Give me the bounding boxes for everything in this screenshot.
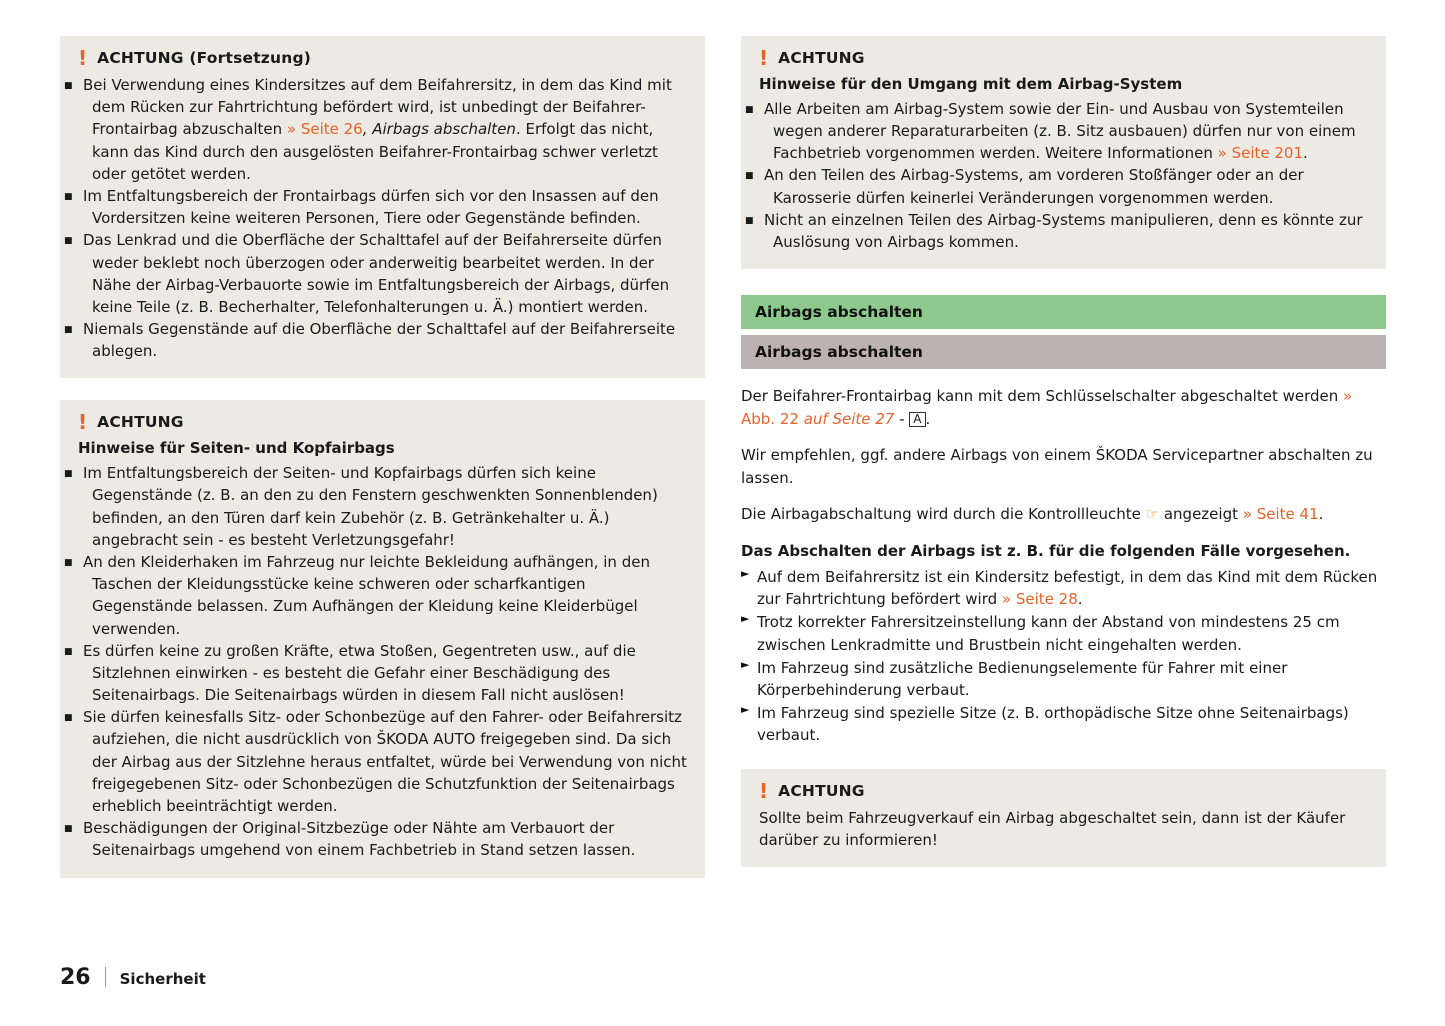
- list-item: [741, 657, 1386, 701]
- triangle-bullet-icon: ►: [741, 703, 750, 717]
- warning-bullet-text: Nicht an einzelnen Teilen des Airbag-Systems manipulieren, denn es könnte zur Auslösung von Airbags kommen.: [764, 210, 1363, 251]
- paragraph-indicator-lamp: [741, 503, 1386, 526]
- warning-bullet-text: Im Entfaltungsbereich der Seiten- und Kopfairbags dürfen sich keine Gegenstände (z. B. an den zu den Fenstern geschwenkten Sonnenblenden) befinden, an den Türen darf kein Zubehör (z. B. Getränkehalter u. Ä.) angebracht sein - es besteht Verletzungsgefahr!: [83, 464, 658, 549]
- warning-bullet-tail: . Erfolgt das nicht, kann das Kind durch den ausgelösten Beifahrer-Frontairbag schwer verletzt oder getötet werden.: [92, 120, 658, 183]
- warning-bullet-text: Es dürfen keine zu großen Kräfte, etwa Stoßen, Gegentreten usw., auf die Sitzlehnen einwirken - es besteht die Gefahr einer Beschädigung des Seitenairbags. Die Seitenairbags würden in diesem Fall nicht auslösen!: [83, 641, 636, 705]
- left-column: [60, 36, 705, 900]
- paragraph-mid: angezeigt: [1159, 505, 1243, 524]
- warning-bullet: ■ Niemals Gegenstände auf die Oberfläche der Schalttafel auf der Beifahrerseite ablegen.: [64, 320, 676, 361]
- warning-box-header: [78, 410, 687, 435]
- warning-bullet-text: Im Entfaltungsbereich der Frontairbags dürfen sich vor den Insassen auf den Vordersitzen keine weiteren Personen, Tiere oder Gegenstände befinden.: [83, 186, 659, 228]
- deactivation-cases-list: [741, 566, 1386, 747]
- list-item-text: Trotz korrekter Fahrersitzeinstellung kann der Abstand von mindestens 25 cm zwischen Lenkradmitte und Brustbein nicht eingehalten werden.: [757, 613, 1340, 654]
- warning-bullet: ■ Beschädigungen der Original-Sitzbezüge oder Nähte am Verbauort der Seitenairbags umgehend von einem Fachbetrieb in Stand setzen lassen.: [64, 819, 636, 860]
- triangle-bullet-icon: ►: [741, 567, 750, 581]
- warning-bullet: ■ An den Kleiderhaken im Fahrzeug nur leichte Bekleidung aufhängen, in den Taschen der Kleidungsstücke keine schweren oder scharfkantigen Gegenstände belassen. Zum Aufhängen der Kleidung keine Kleiderbügel verwenden.: [64, 552, 650, 638]
- list-item: [741, 611, 1386, 655]
- subsection-heading-grey: Airbags abschalten: [741, 335, 1386, 369]
- reference-title: , Airbags abschalten: [362, 120, 516, 139]
- paragraph-tail: .: [1318, 505, 1324, 524]
- triangle-bullet-icon: ►: [741, 657, 750, 671]
- list-item-text: Auf dem Beifahrersitz ist ein Kindersitz befestigt, in dem das Kind mit dem Rücken zur Fahrtrichtung befördert wird: [757, 568, 1378, 609]
- triangle-bullet-icon: ►: [741, 612, 750, 626]
- page-footer: [60, 964, 206, 990]
- warning-bullet-tail: .: [1303, 144, 1308, 163]
- warning-bullet-text: An den Teilen des Airbag-Systems, am vorderen Stoßfänger oder an der Karosserie dürfen keinerlei Veränderungen vorgenommen werden.: [764, 166, 1304, 207]
- warning-title: ACHTUNG: [778, 781, 865, 800]
- list-item-text: Im Fahrzeug sind spezielle Sitze (z. B. orthopädische Sitze ohne Seitenairbags) verbaut.: [757, 704, 1349, 745]
- warning-bullet-text: An den Kleiderhaken im Fahrzeug nur leichte Bekleidung aufhängen, in den Taschen der Kleidungsstücke keine schweren oder scharfkantigen Gegenstände belassen. Zum Aufhängen der Kleidung keine Kleiderbügel verwenden.: [83, 552, 650, 638]
- warning-exclamation-icon: !: [78, 410, 88, 435]
- page-number: 26: [60, 965, 91, 990]
- dash: -: [894, 409, 910, 428]
- paragraph-deactivation-intro: [741, 385, 1386, 430]
- page-reference-link[interactable]: » Seite 26: [286, 120, 363, 139]
- warning-bullet-text: Niemals Gegenstände auf die Oberfläche der Schalttafel auf der Beifahrerseite ablegen.: [83, 320, 676, 361]
- warning-box-side-head-airbags: [60, 400, 705, 877]
- two-column-layout: [60, 36, 1385, 900]
- warning-bullet: ■ Alle Arbeiten am Airbag-System sowie der Ein- und Ausbau von Systemteilen wegen anderer Reparaturarbeiten (z. B. Sitz ausbauen) dürfen nur von einem Fachbetrieb vorgenommen werden. Weitere Informationen » Seite 201.: [745, 99, 1356, 163]
- warning-title: ACHTUNG: [778, 49, 865, 67]
- warning-bullet-text: Sie dürfen keinesfalls Sitz- oder Schonbezüge auf den Fahrer- oder Beifahrersitz aufziehen, die nicht ausdrücklich von ŠKODA AUTO freigegeben sind. Da sich der Airbag aus der Sitzlehne heraus entfaltet, würde bei Verwendung von nicht freigegebenen Sitz- oder Schonbezügen die Schutzfunktion der Seitenairbags erheblich beeinträchtigt werden.: [83, 708, 687, 815]
- page-reference-link[interactable]: » Seite 28: [1001, 590, 1078, 609]
- warning-box-header: [78, 48, 687, 68]
- warning-bullet-text: Alle Arbeiten am Airbag-System sowie der Ein- und Ausbau von Systemteilen wegen anderer Reparaturarbeiten (z. B. Sitz ausbauen) dürfen nur von einem Fachbetrieb vorgenommen werden. Weitere Informationen: [764, 99, 1356, 163]
- paragraph-text: Die Airbagabschaltung wird durch die Kontrollleuchte: [741, 505, 1146, 524]
- list-item: [741, 702, 1386, 746]
- section-heading-green: Airbags abschalten: [741, 295, 1386, 329]
- warning-bullet: ■ Das Lenkrad und die Oberfläche der Schalttafel auf der Beifahrerseite dürfen weder beklebt noch überzogen oder anderweitig bearbeitet werden. In der Nähe der Airbag-Verbauorte sowie im Entfaltungsbereich der Airbags, dürfen keine Teile (z. B. Becherhalter, Telefonhalterungen u. Ä.) montiert werden.: [64, 231, 670, 316]
- paragraph-service-partner: Wir empfehlen, ggf. andere Airbags von einem ŠKODA Servicepartner abschalten zu lassen.: [741, 446, 1373, 487]
- warning-bullet: ■ An den Teilen des Airbag-Systems, am vorderen Stoßfänger oder an der Karosserie dürfen keinerlei Veränderungen vorgenommen werden.: [745, 166, 1304, 207]
- warning-bullet: ■ Nicht an einzelnen Teilen des Airbag-Systems manipulieren, denn es könnte zur Auslösung von Airbags kommen.: [745, 210, 1363, 251]
- list-item: [741, 566, 1386, 610]
- warning-exclamation-icon: !: [759, 46, 769, 70]
- list-item-tail: .: [1077, 590, 1083, 609]
- warning-bullet-text: Beschädigungen der Original-Sitzbezüge oder Nähte am Verbauort der Seitenairbags umgehend von einem Fachbetrieb in Stand setzen lassen.: [83, 819, 636, 860]
- warning-bullet-text: Das Lenkrad und die Oberfläche der Schalttafel auf der Beifahrerseite dürfen weder beklebt noch überzogen oder anderweitig bearbeitet werden. In der Nähe der Airbag-Verbauorte sowie im Entfaltungsbereich der Airbags, dürfen keine Teile (z. B. Becherhalter, Telefonhalterungen u. Ä.) montiert werden.: [83, 231, 670, 316]
- figure-reference-link[interactable]: » Abb. 22: [741, 387, 1353, 428]
- warning-bullet: ■ Sie dürfen keinesfalls Sitz- oder Schonbezüge auf den Fahrer- oder Beifahrersitz aufziehen, die nicht ausdrücklich von ŠKODA AUTO freigegeben sind. Da sich der Airbag aus der Sitzlehne heraus entfaltet, würde bei Verwendung von nicht freigegebenen Sitz- oder Schonbezügen die Schutzfunktion der Seitenairbags erheblich beeinträchtigt werden.: [64, 708, 687, 815]
- warning-exclamation-icon: !: [78, 46, 88, 70]
- page-reference-link[interactable]: » Seite 201: [1217, 144, 1303, 163]
- warning-box-vehicle-sale: [741, 769, 1386, 867]
- warning-title: ACHTUNG: [97, 413, 184, 432]
- page-reference-link[interactable]: » Seite 41: [1242, 505, 1319, 524]
- chapter-name: Sicherheit: [119, 970, 206, 988]
- footer-divider: [105, 967, 106, 987]
- list-item-text: Im Fahrzeug sind zusätzliche Bedienungselemente für Fahrer mit einer Körperbehinderung verbaut.: [757, 658, 1288, 699]
- warning-bullet: ■ Bei Verwendung eines Kindersitzes auf dem Beifahrersitz, in dem das Kind mit dem Rücken zur Fahrtrichtung befördert wird, ist unbedingt der Beifahrer-Frontairbag abzuschalten » Seite 26, Airbags abschalten. Erfolgt das nicht, kann das Kind durch den ausgelösten Beifahrer-Frontairbag schwer verletzt oder getötet werden.: [64, 76, 672, 183]
- list-lead-in: Das Abschalten der Airbags ist z. B. für die folgenden Fälle vorgesehen.: [741, 541, 1351, 560]
- warning-box-airbag-system: [741, 36, 1386, 269]
- warning-box-header: [759, 778, 1368, 803]
- warning-subtitle: Hinweise für Seiten- und Kopfairbags: [78, 439, 395, 458]
- right-column: [741, 36, 1386, 889]
- paragraph-text: Der Beifahrer-Frontairbag kann mit dem Schlüsselschalter abgeschaltet werden: [741, 387, 1344, 406]
- warning-bullet: ■ Es dürfen keine zu großen Kräfte, etwa Stoßen, Gegentreten usw., auf die Sitzlehnen einwirken - es besteht die Gefahr einer Beschädigung des Seitenairbags. Die Seitenairbags würden in diesem Fall nicht auslösen!: [64, 641, 636, 705]
- callout-label-a: A: [909, 412, 925, 427]
- warning-box-header: [759, 48, 1368, 68]
- figure-reference-page[interactable]: auf Seite 27: [798, 409, 895, 428]
- warning-box-continuation: [60, 36, 705, 378]
- warning-text: Sollte beim Fahrzeugverkauf ein Airbag abgeschaltet sein, dann ist der Käufer darüber zu informieren!: [759, 808, 1346, 849]
- airbag-off-indicator-icon: ☞: [1145, 505, 1160, 524]
- warning-bullet-text: Bei Verwendung eines Kindersitzes auf dem Beifahrersitz, in dem das Kind mit dem Rücken zur Fahrtrichtung befördert wird, ist unbedingt der Beifahrer-Frontairbag abzuschalten: [83, 76, 672, 139]
- warning-subtitle: Hinweise für den Umgang mit dem Airbag-System: [759, 75, 1183, 93]
- warning-exclamation-icon: !: [759, 778, 769, 803]
- warning-bullet: ■ Im Entfaltungsbereich der Frontairbags dürfen sich vor den Insassen auf den Vordersitzen keine weiteren Personen, Tiere oder Gegenstände befinden.: [64, 186, 659, 228]
- warning-bullet: ■ Im Entfaltungsbereich der Seiten- und Kopfairbags dürfen sich keine Gegenstände (z. B. an den zu den Fenstern geschwenkten Sonnenblenden) befinden, an den Türen darf kein Zubehör (z. B. Getränkehalter u. Ä.) angebracht sein - es besteht Verletzungsgefahr!: [64, 464, 658, 549]
- warning-title: ACHTUNG (Fortsetzung): [97, 49, 312, 67]
- paragraph-tail: .: [925, 409, 931, 428]
